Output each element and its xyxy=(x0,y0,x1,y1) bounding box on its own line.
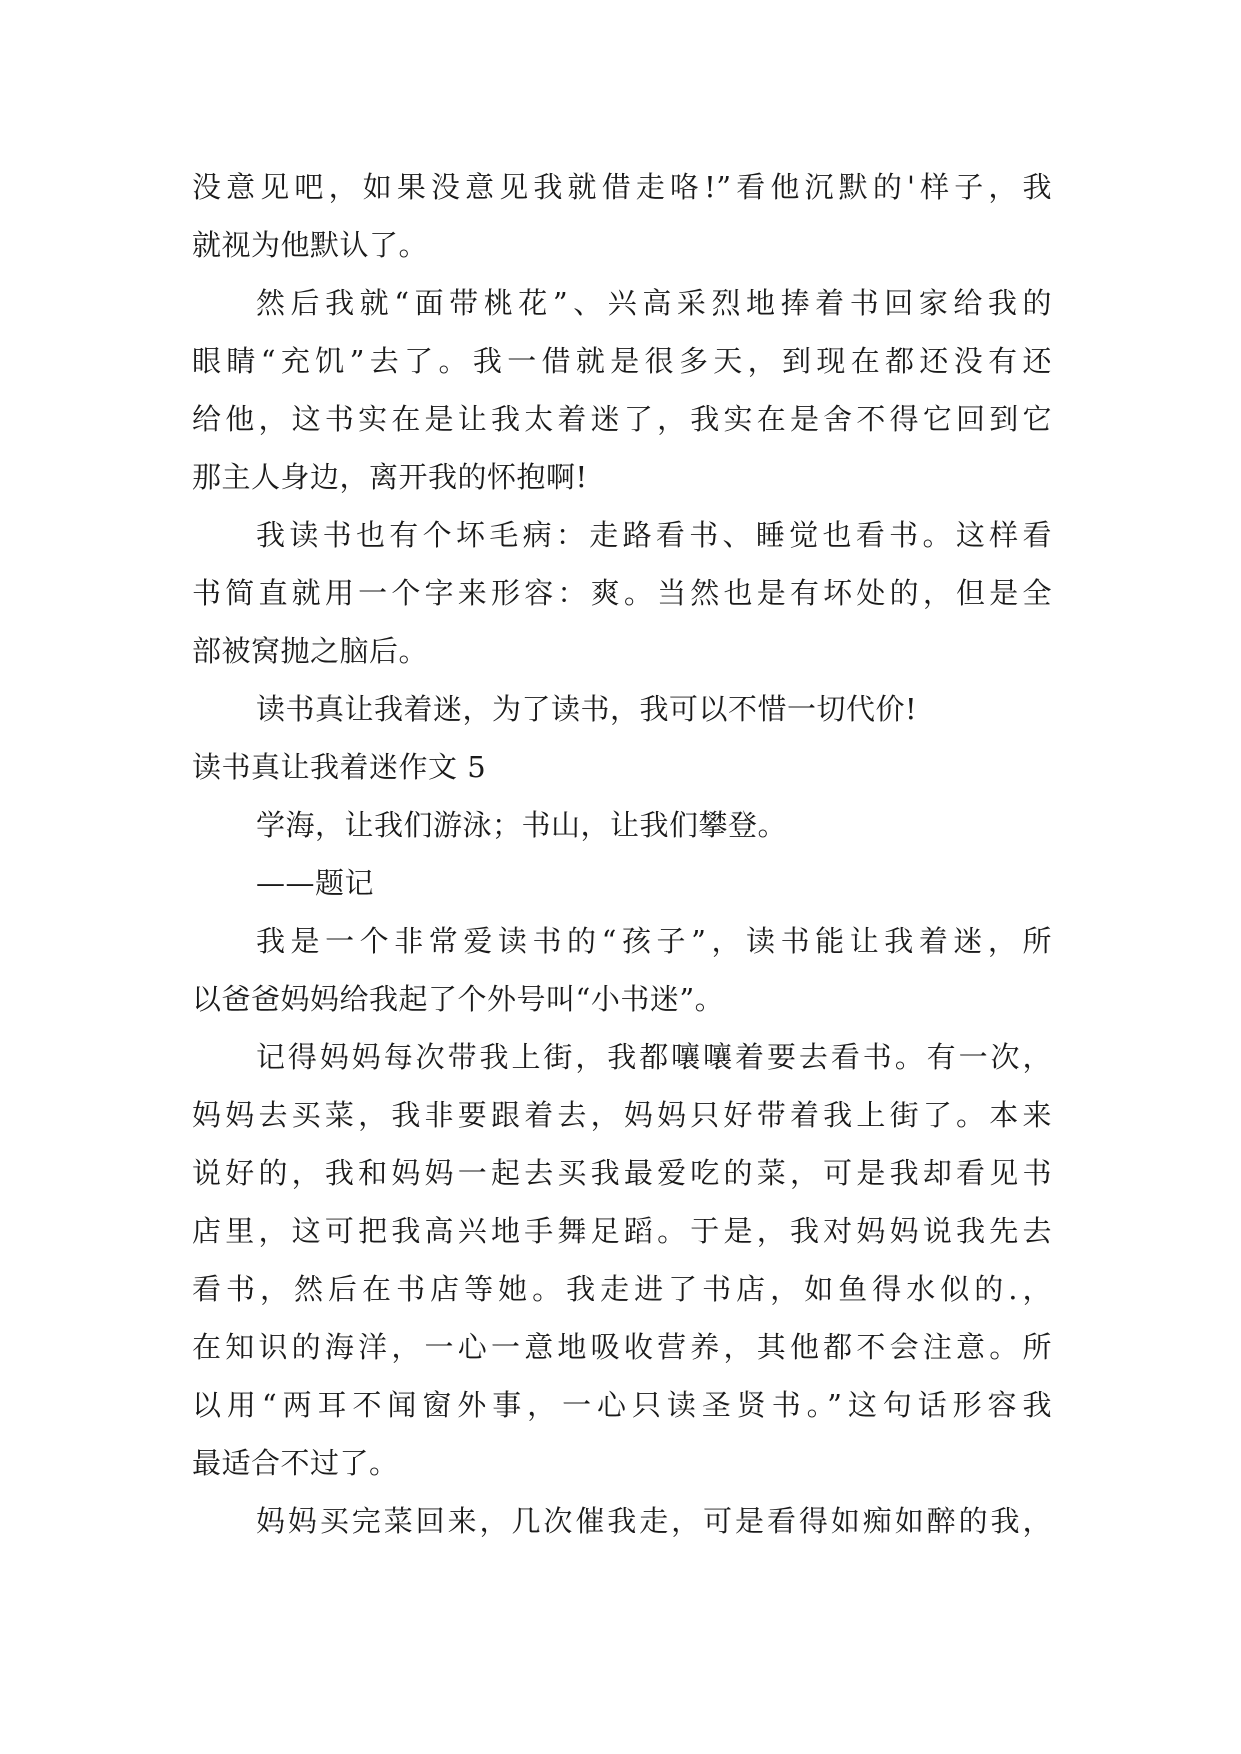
paragraph-line: 我是一个非常爱读书的“孩子”，读书能让我着迷，所 xyxy=(256,924,1052,958)
paragraph-line: 读书真让我着迷，为了读书，我可以不惜一切代价! xyxy=(256,692,918,726)
text-line: 书简直就用一个字来形容：爽。当然也是有坏处的，但是全 xyxy=(192,576,1052,610)
paragraph-line: 记得妈妈每次带我上街，我都嚷嚷着要去看书。有一次， xyxy=(256,1040,1052,1074)
text-line: 店里，这可把我高兴地手舞足蹈。于是，我对妈妈说我先去 xyxy=(192,1214,1052,1248)
text-line: 那主人身边，离开我的怀抱啊! xyxy=(192,460,588,494)
text-line: 妈妈去买菜，我非要跟着去，妈妈只好带着我上街了。本来 xyxy=(192,1098,1052,1132)
paragraph-line: 妈妈买完菜回来，几次催我走，可是看得如痴如醉的我， xyxy=(256,1504,1052,1538)
text-line: 没意见吧，如果没意见我就借走咯!”看他沉默的'样子，我 xyxy=(192,170,1052,204)
paragraph-line: 然后我就“面带桃花”、兴高采烈地捧着书回家给我的 xyxy=(256,286,1052,320)
text-line: 在知识的海洋，一心一意地吸收营养，其他都不会注意。所 xyxy=(192,1330,1052,1364)
essay-heading: 读书真让我着迷作文 5 xyxy=(192,750,487,784)
text-line: 以用“两耳不闻窗外事，一心只读圣贤书。”这句话形容我 xyxy=(192,1388,1052,1422)
text-line: 部被窝抛之脑后。 xyxy=(192,634,429,668)
text-line: 给他，这书实在是让我太着迷了，我实在是舍不得它回到它 xyxy=(192,402,1052,436)
text-line: 就视为他默认了。 xyxy=(192,228,429,262)
document-body xyxy=(192,158,1052,1550)
paragraph-line: 我读书也有个坏毛病：走路看书、睡觉也看书。这样看 xyxy=(256,518,1052,552)
text-line: 以爸爸妈妈给我起了个外号叫“小书迷”。 xyxy=(192,982,725,1016)
text-line: 眼睛“充饥”去了。我一借就是很多天，到现在都还没有还 xyxy=(192,344,1052,378)
text-line: 最适合不过了。 xyxy=(192,1446,399,1480)
text-line: 看书，然后在书店等她。我走进了书店，如鱼得水似的.， xyxy=(192,1272,1052,1306)
epigraph-attribution: ——题记 xyxy=(256,866,375,900)
epigraph-line: 学海，让我们游泳；书山，让我们攀登。 xyxy=(256,808,788,842)
text-line: 说好的，我和妈妈一起去买我最爱吃的菜，可是我却看见书 xyxy=(192,1156,1052,1190)
